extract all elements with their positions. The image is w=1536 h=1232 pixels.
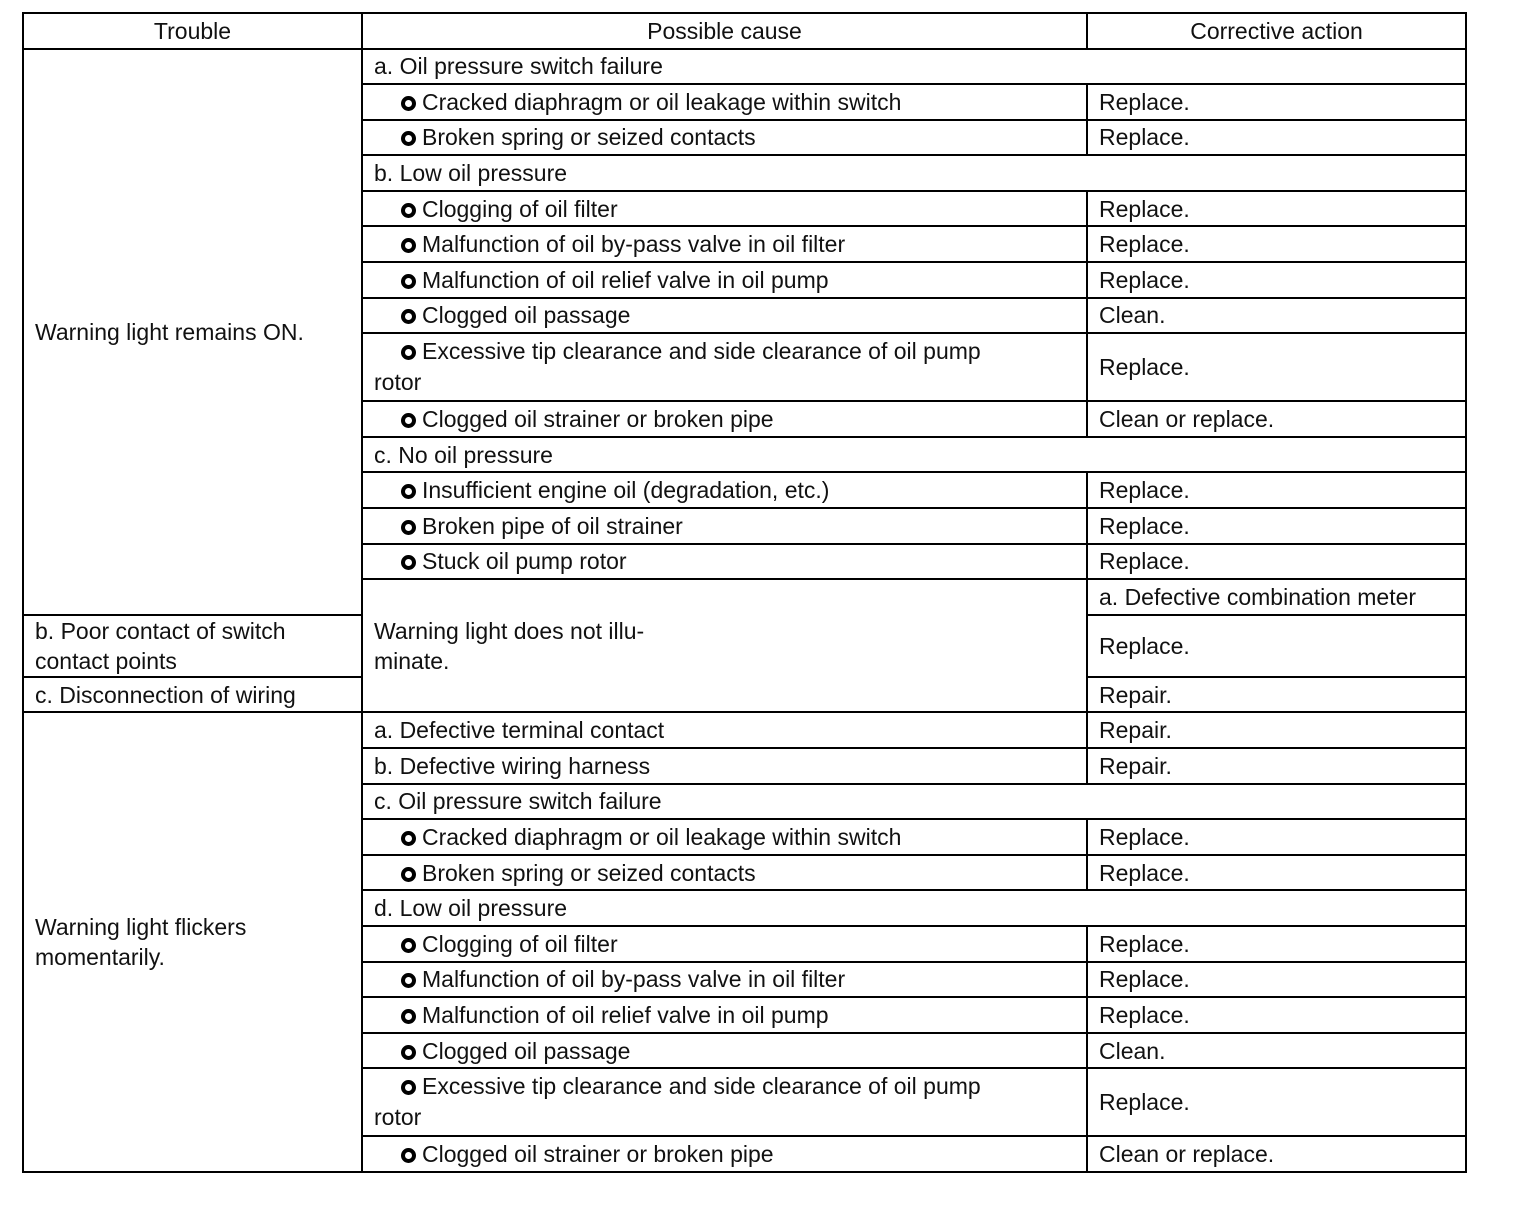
cause-cell: a. Defective terminal contact — [362, 712, 1087, 748]
action-cell: Replace. — [1087, 191, 1466, 227]
cause-item — [362, 508, 1087, 544]
cause-item — [362, 997, 1087, 1033]
cause-item — [362, 855, 1087, 891]
cause-heading: b. Low oil pressure — [362, 155, 1466, 191]
action-cell: Replace. — [1087, 120, 1466, 156]
bullet-icon — [401, 1080, 416, 1095]
bullet-icon — [401, 831, 416, 846]
cause-text: Clogged oil strainer or broken pipe — [422, 1141, 774, 1168]
bullet-icon — [401, 96, 416, 111]
bullet-icon — [401, 345, 416, 360]
cause-text: Broken pipe of oil strainer — [422, 512, 683, 539]
action-cell: Repair. — [1087, 712, 1466, 748]
action-cell: Replace. — [1087, 84, 1466, 120]
cause-item — [362, 120, 1087, 156]
bullet-icon — [401, 867, 416, 882]
cause-text: Cracked diaphragm or oil leakage within switch — [422, 823, 902, 850]
bullet-icon — [401, 484, 416, 499]
cause-item — [362, 401, 1087, 437]
action-cell: Clean. — [1087, 1033, 1466, 1069]
cause-text: Insufficient engine oil (degradation, etc.) — [422, 477, 830, 504]
cause-item — [362, 226, 1087, 262]
cause-cell: b. Poor contact of switch contact points — [23, 615, 362, 677]
bullet-icon — [401, 520, 416, 535]
cause-text: Broken spring or seized contacts — [422, 124, 756, 151]
cause-item — [362, 472, 1087, 508]
action-cell: Replace. — [1087, 1068, 1466, 1136]
header-possible-cause: Possible cause — [362, 13, 1087, 49]
trouble-text-line1: Warning light flickers — [35, 914, 247, 941]
cause-item — [362, 926, 1087, 962]
action-cell: Replace. — [1087, 926, 1466, 962]
trouble-remains-on: Warning light remains ON. — [23, 49, 362, 615]
action-cell: Replace. — [1087, 855, 1466, 891]
action-cell: Replace. — [1087, 962, 1466, 998]
bullet-icon — [401, 973, 416, 988]
cause-text: Malfunction of oil by-pass valve in oil filter — [422, 966, 846, 993]
action-cell: Repair. — [1087, 677, 1466, 713]
action-cell: Replace. — [1087, 508, 1466, 544]
trouble-text-line1: Warning light does not illu- — [374, 617, 645, 644]
cause-cell: a. Defective combination meter — [1087, 579, 1466, 615]
action-cell: Replace. — [1087, 615, 1466, 677]
cause-text: Malfunction of oil relief valve in oil pump — [422, 266, 829, 293]
cause-text: Clogging of oil filter — [422, 195, 618, 222]
action-cell: Clean or replace. — [1087, 401, 1466, 437]
cause-text: Clogging of oil filter — [422, 930, 618, 957]
troubleshooting-table — [22, 12, 1467, 1173]
header-row — [23, 13, 1466, 49]
cause-item — [362, 333, 1087, 401]
bullet-icon — [401, 238, 416, 253]
cause-text: Cracked diaphragm or oil leakage within switch — [422, 88, 902, 115]
cause-item — [362, 298, 1087, 334]
cause-text-line1: Excessive tip clearance and side clearance of oil pump — [422, 338, 981, 365]
cause-item — [362, 1033, 1087, 1069]
cause-item — [362, 1136, 1087, 1172]
cause-text: Clogged oil passage — [422, 1037, 631, 1064]
cause-text: Malfunction of oil by-pass valve in oil filter — [422, 231, 846, 258]
cause-item — [362, 262, 1087, 298]
cause-cell: b. Defective wiring harness — [362, 748, 1087, 784]
table-row — [23, 49, 1466, 85]
action-cell: Replace. — [1087, 333, 1466, 401]
action-cell: Clean. — [1087, 298, 1466, 334]
table-row — [23, 712, 1466, 748]
bullet-icon — [401, 274, 416, 289]
trouble-text-line2: minate. — [374, 647, 450, 674]
cause-text-line2: rotor — [374, 1104, 422, 1131]
bullet-icon — [401, 203, 416, 218]
cause-item — [362, 191, 1087, 227]
bullet-icon — [401, 1148, 416, 1163]
cause-heading: c. No oil pressure — [362, 437, 1466, 473]
bullet-icon — [401, 1045, 416, 1060]
cause-text-line2: rotor — [374, 369, 422, 396]
bullet-icon — [401, 555, 416, 570]
trouble-does-not-illuminate — [362, 579, 1087, 712]
cause-text: Broken spring or seized contacts — [422, 859, 756, 886]
cause-heading: c. Oil pressure switch failure — [362, 784, 1466, 820]
trouble-text-line2: momentarily. — [35, 944, 165, 971]
cause-cell: c. Disconnection of wiring — [23, 677, 362, 713]
cause-item — [362, 84, 1087, 120]
action-cell: Repair. — [1087, 748, 1466, 784]
cause-item — [362, 819, 1087, 855]
action-cell: Replace. — [1087, 472, 1466, 508]
cause-item — [362, 962, 1087, 998]
bullet-icon — [401, 1009, 416, 1024]
action-cell: Replace. — [1087, 544, 1466, 580]
action-cell: Replace. — [1087, 262, 1466, 298]
cause-heading: a. Oil pressure switch failure — [362, 49, 1466, 85]
cause-text: Malfunction of oil relief valve in oil pump — [422, 1001, 829, 1028]
bullet-icon — [401, 938, 416, 953]
cause-text: Stuck oil pump rotor — [422, 548, 627, 575]
cause-heading: d. Low oil pressure — [362, 890, 1466, 926]
bullet-icon — [401, 413, 416, 428]
bullet-icon — [401, 131, 416, 146]
action-cell: Replace. — [1087, 819, 1466, 855]
cause-text: Clogged oil strainer or broken pipe — [422, 406, 774, 433]
trouble-flickers — [23, 712, 362, 1172]
action-cell: Replace. — [1087, 226, 1466, 262]
header-trouble: Trouble — [23, 13, 362, 49]
cause-item — [362, 544, 1087, 580]
action-cell: Replace. — [1087, 997, 1466, 1033]
action-cell: Clean or replace. — [1087, 1136, 1466, 1172]
cause-text-line1: Excessive tip clearance and side clearance of oil pump — [422, 1073, 981, 1100]
cause-text: Clogged oil passage — [422, 302, 631, 329]
cause-item — [362, 1068, 1087, 1136]
bullet-icon — [401, 309, 416, 324]
header-corrective-action: Corrective action — [1087, 13, 1466, 49]
